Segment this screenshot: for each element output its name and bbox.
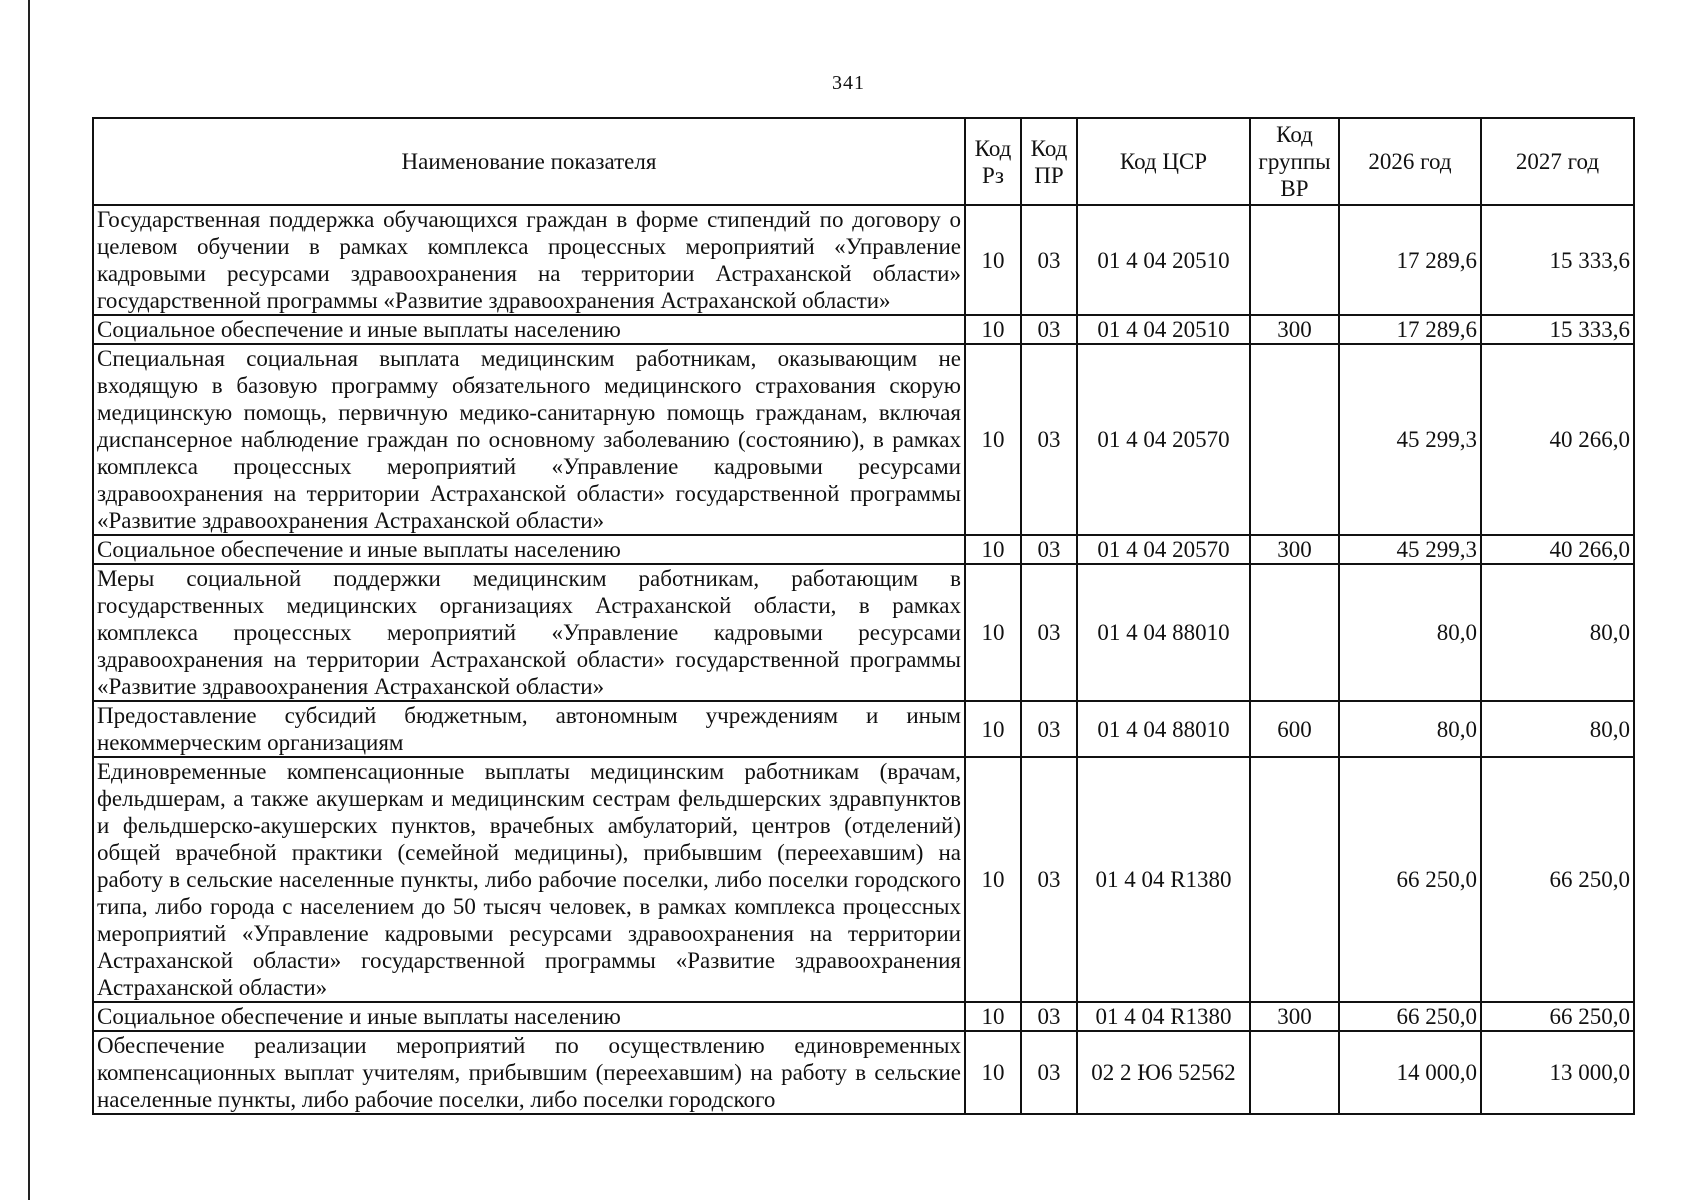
row-2026: 45 299,3 (1339, 535, 1481, 564)
row-2026: 66 250,0 (1339, 1002, 1481, 1031)
row-csr: 01 4 04 88010 (1077, 564, 1250, 701)
row-name: Меры социальной поддержки медицинским работникам, работающим в государственных медицинских организациях Астраханской области, в рамках комплекса процессных мероприятий «Управление кадровыми ресурсами здравоохранения на территории Астраханской области» государственной программы «Развитие здравоохранения Астраханской области» (93, 564, 965, 701)
row-csr: 01 4 04 20570 (1077, 535, 1250, 564)
row-pr: 03 (1021, 1031, 1077, 1114)
row-pr: 03 (1021, 1002, 1077, 1031)
row-2026: 66 250,0 (1339, 757, 1481, 1002)
table-row (93, 701, 1634, 757)
row-vr (1250, 564, 1339, 701)
row-vr: 300 (1250, 535, 1339, 564)
row-vr (1250, 344, 1339, 535)
row-rz: 10 (965, 205, 1021, 315)
row-2026: 14 000,0 (1339, 1031, 1481, 1114)
row-pr: 03 (1021, 205, 1077, 315)
row-2027: 66 250,0 (1481, 1002, 1634, 1031)
table-row (93, 1031, 1634, 1114)
table-row (93, 1002, 1634, 1031)
row-name: Обеспечение реализации мероприятий по осуществлению единовременных компенсационных выплат учителям, прибывшим (переехавшим) на работу в сельские населенные пункты, либо рабочие поселки, либо поселки городского (93, 1031, 965, 1114)
row-2027: 13 000,0 (1481, 1031, 1634, 1114)
header-rz: Код Рз (965, 118, 1021, 205)
row-csr: 01 4 04 20570 (1077, 344, 1250, 535)
row-rz: 10 (965, 535, 1021, 564)
row-2027: 15 333,6 (1481, 315, 1634, 344)
row-vr (1250, 1031, 1339, 1114)
table-row (93, 205, 1634, 315)
row-name: Единовременные компенсационные выплаты медицинским работникам (врачам, фельдшерам, а также акушеркам и медицинским сестрам фельдшерских здравпунктов и фельдшерско-акушерских пунктов, врачебных амбулаторий, центров (отделений) общей врачебной практики (семейной медицины), прибывшим (переехавшим) на работу в сельские населенные пункты, либо рабочие поселки, либо поселки городского типа, либо города с населением до 50 тысяч человек, в рамках комплекса процессных мероприятий «Управление кадровыми ресурсами здравоохранения на территории Астраханской области» государственной программы «Развитие здравоохранения Астраханской области» (93, 757, 965, 1002)
header-2027: 2027 год (1481, 118, 1634, 205)
header-2026: 2026 год (1339, 118, 1481, 205)
row-vr: 600 (1250, 701, 1339, 757)
row-vr: 300 (1250, 315, 1339, 344)
row-2026: 17 289,6 (1339, 315, 1481, 344)
row-rz: 10 (965, 1002, 1021, 1031)
row-csr: 01 4 04 R1380 (1077, 757, 1250, 1002)
header-row (93, 118, 1634, 205)
row-rz: 10 (965, 564, 1021, 701)
row-pr: 03 (1021, 344, 1077, 535)
row-rz: 10 (965, 701, 1021, 757)
table-row (93, 757, 1634, 1002)
row-2027: 80,0 (1481, 564, 1634, 701)
row-vr: 300 (1250, 1002, 1339, 1031)
table-row (93, 535, 1634, 564)
table-row (93, 315, 1634, 344)
row-rz: 10 (965, 757, 1021, 1002)
row-csr: 01 4 04 R1380 (1077, 1002, 1250, 1031)
row-vr (1250, 205, 1339, 315)
row-pr: 03 (1021, 315, 1077, 344)
row-2027: 15 333,6 (1481, 205, 1634, 315)
row-name: Социальное обеспечение и иные выплаты населению (93, 315, 965, 344)
row-2026: 80,0 (1339, 701, 1481, 757)
row-pr: 03 (1021, 757, 1077, 1002)
header-csr: Код ЦСР (1077, 118, 1250, 205)
row-rz: 10 (965, 344, 1021, 535)
row-2027: 66 250,0 (1481, 757, 1634, 1002)
row-csr: 02 2 Ю6 52562 (1077, 1031, 1250, 1114)
row-rz: 10 (965, 315, 1021, 344)
header-pr: Код ПР (1021, 118, 1077, 205)
header-vr: Код группы ВР (1250, 118, 1339, 205)
row-name: Предоставление субсидий бюджетным, автономным учреждениям и иным некоммерческим организациям (93, 701, 965, 757)
row-2026: 45 299,3 (1339, 344, 1481, 535)
row-rz: 10 (965, 1031, 1021, 1114)
row-pr: 03 (1021, 564, 1077, 701)
row-name: Специальная социальная выплата медицинским работникам, оказывающим не входящую в базовую программу обязательного медицинского страхования скорую медицинскую помощь, первичную медико-санитарную помощь гражданам, включая диспансерное наблюдение граждан по основному заболеванию (состоянию), в рамках комплекса процессных мероприятий «Управление кадровыми ресурсами здравоохранения на территории Астраханской области» государственной программы «Развитие здравоохранения Астраханской области» (93, 344, 965, 535)
row-name: Социальное обеспечение и иные выплаты населению (93, 1002, 965, 1031)
row-2026: 80,0 (1339, 564, 1481, 701)
row-pr: 03 (1021, 701, 1077, 757)
binding-line (28, 0, 30, 1200)
page-number: 341 (832, 72, 865, 94)
row-csr: 01 4 04 20510 (1077, 205, 1250, 315)
row-2027: 40 266,0 (1481, 344, 1634, 535)
row-2027: 80,0 (1481, 701, 1634, 757)
row-2026: 17 289,6 (1339, 205, 1481, 315)
row-csr: 01 4 04 20510 (1077, 315, 1250, 344)
row-vr (1250, 757, 1339, 1002)
row-csr: 01 4 04 88010 (1077, 701, 1250, 757)
row-name: Социальное обеспечение и иные выплаты населению (93, 535, 965, 564)
header-name: Наименование показателя (93, 118, 965, 205)
row-2027: 40 266,0 (1481, 535, 1634, 564)
row-name: Государственная поддержка обучающихся граждан в форме стипендий по договору о целевом обучении в рамках комплекса процессных мероприятий «Управление кадровыми ресурсами здравоохранения на территории Астраханской области» государственной программы «Развитие здравоохранения Астраханской области» (93, 205, 965, 315)
table-row (93, 344, 1634, 535)
row-pr: 03 (1021, 535, 1077, 564)
table-row (93, 564, 1634, 701)
budget-table (92, 117, 1635, 1115)
